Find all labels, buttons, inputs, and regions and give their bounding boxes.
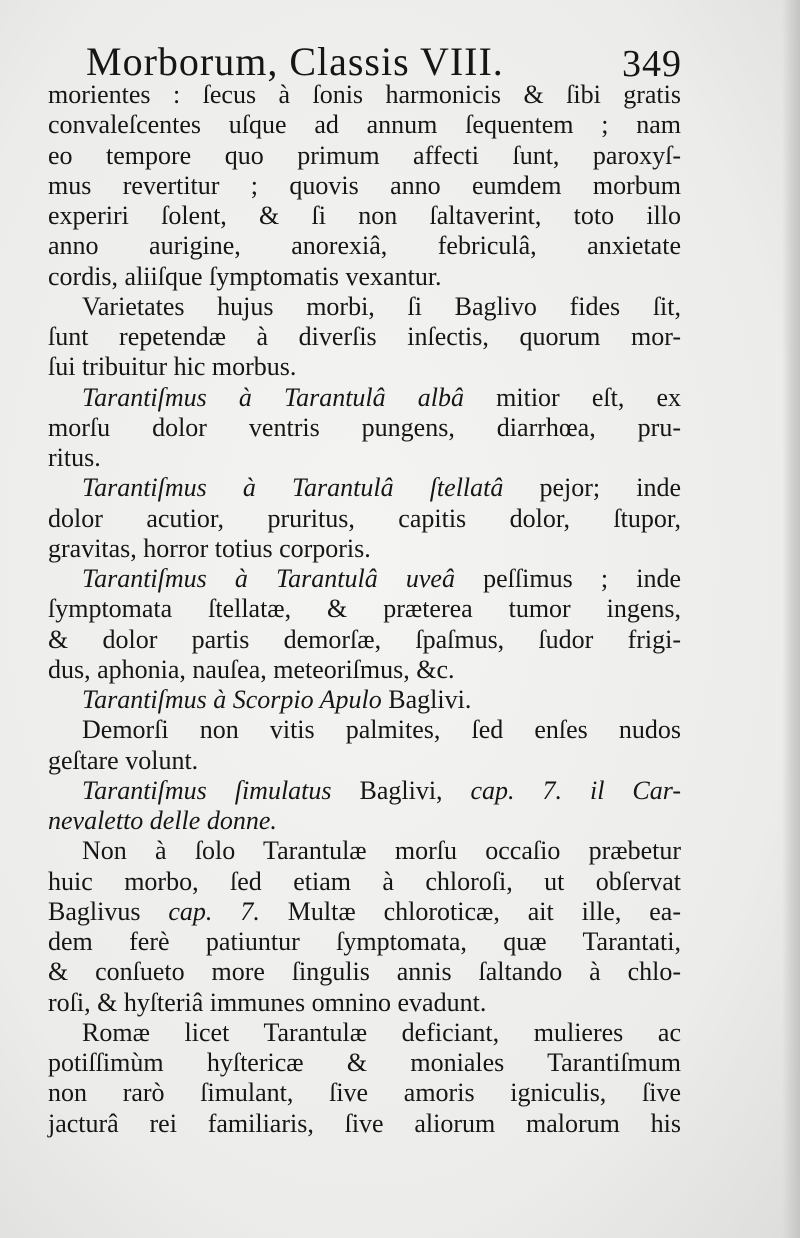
text-line: gravitas, horror totius corporis. bbox=[48, 533, 371, 563]
variety-uvea-line bbox=[48, 564, 681, 594]
variety-uvea-text: peſſimus ; inde bbox=[483, 564, 682, 593]
text-line: huic morbo, ſed etiam à chloroſi, ut obſervat bbox=[48, 866, 681, 896]
text-line: ſui tribuitur hic morbus. bbox=[48, 352, 297, 382]
text-line: ſunt repetendæ à diverſis inſectis, quorum mor- bbox=[48, 322, 681, 351]
page-number: 349 bbox=[622, 43, 682, 85]
running-title: Morborum, Classis VIII. bbox=[86, 39, 504, 84]
variety-scorpio-text: Baglivi. bbox=[388, 685, 472, 714]
variety-uvea-name: Tarantiſmus à Tarantulâ uveâ bbox=[82, 564, 455, 593]
text-line: Non à ſolo Tarantulæ morſu occaſio præbetur bbox=[82, 836, 681, 866]
variety-simulatus-name: Tarantiſmus ſimulatus bbox=[82, 775, 332, 805]
text-line: & conſueto more ſingulis annis ſaltando à chlo- bbox=[48, 957, 681, 987]
page-gutter-shadow bbox=[782, 0, 800, 1238]
text-line: & dolor partis demorſæ, ſpaſmus, ſudor frigi- bbox=[48, 624, 681, 654]
baglivus-name: Baglivus bbox=[48, 896, 141, 926]
text-line: nevaletto delle donne. bbox=[48, 806, 277, 835]
text-line: Varietates hujus morbi, ſi Baglivo fides ſit, bbox=[82, 291, 681, 321]
chapter-reference: cap. 7. il Car- bbox=[470, 775, 681, 805]
text-line: geſtare volunt. bbox=[48, 745, 199, 775]
baglivus-text: Multæ chloroticæ, ait ille, ea- bbox=[287, 896, 681, 926]
text-line: cordis, aliiſque ſymptomatis vexantur. bbox=[48, 261, 442, 291]
text-line: ritus. bbox=[48, 443, 101, 472]
variety-alba-text: mitior eſt, ex bbox=[496, 382, 681, 412]
variety-stellata-line bbox=[48, 473, 681, 503]
text-line: dus, aphonia, nauſea, meteoriſmus, &c. bbox=[48, 654, 455, 684]
text-line: roſi, & hyſteriâ immunes omnino evadunt. bbox=[48, 987, 487, 1017]
variety-scorpio-name: Tarantiſmus à Scorpio Apulo bbox=[82, 685, 382, 714]
text-line: morientes : ſecus à ſonis harmonicis & ſibi gratis bbox=[48, 80, 681, 109]
variety-stellata-text: pejor; inde bbox=[539, 473, 681, 503]
text-line: non rarò ſimulant, ſive amoris igniculis, ſive bbox=[48, 1078, 681, 1108]
text-line: potiſſimùm hyſtericæ & moniales Tarantiſmum bbox=[48, 1048, 681, 1077]
text-line: ſymptomata ſtellatæ, & præterea tumor ingens, bbox=[48, 594, 681, 624]
text-line: Romæ licet Tarantulæ deficiant, mulieres ac bbox=[82, 1017, 681, 1047]
baglivus-line bbox=[48, 897, 681, 927]
variety-simulatus-author: Baglivi, bbox=[359, 775, 443, 805]
text-line: Demorſi non vitis palmites, ſed enſes nudos bbox=[82, 715, 681, 745]
variety-stellata-name: Tarantiſmus à Tarantulâ ſtellatâ bbox=[82, 473, 504, 503]
body-text bbox=[48, 80, 681, 1139]
variety-scorpio-line bbox=[48, 685, 681, 715]
text-line: dolor acutior, pruritus, capitis dolor, ſtupor, bbox=[48, 503, 681, 533]
text-line: morſu dolor ventris pungens, diarrhœa, pru- bbox=[48, 412, 681, 442]
text-line: anno aurigine, anorexiâ, febriculâ, anxietate bbox=[48, 231, 681, 261]
variety-alba-line bbox=[48, 383, 681, 413]
text-line: dem ferè patiuntur ſymptomata, quæ Tarantati, bbox=[48, 927, 681, 956]
text-line: convaleſcentes uſque ad annum ſequentem ; nam bbox=[48, 110, 681, 140]
chapter-reference: cap. 7. bbox=[168, 896, 260, 926]
variety-simulatus-line bbox=[48, 776, 681, 806]
variety-alba-name: Tarantiſmus à Tarantulâ albâ bbox=[82, 382, 465, 412]
text-line: experiri ſolent, & ſi non ſaltaverint, toto illo bbox=[48, 201, 681, 230]
text-line: jacturâ rei familiaris, ſive aliorum malorum his bbox=[48, 1108, 681, 1138]
text-line: eo tempore quo primum affecti ſunt, paroxyſ- bbox=[48, 140, 681, 170]
text-line: mus revertitur ; quovis anno eumdem morbum bbox=[48, 170, 681, 200]
